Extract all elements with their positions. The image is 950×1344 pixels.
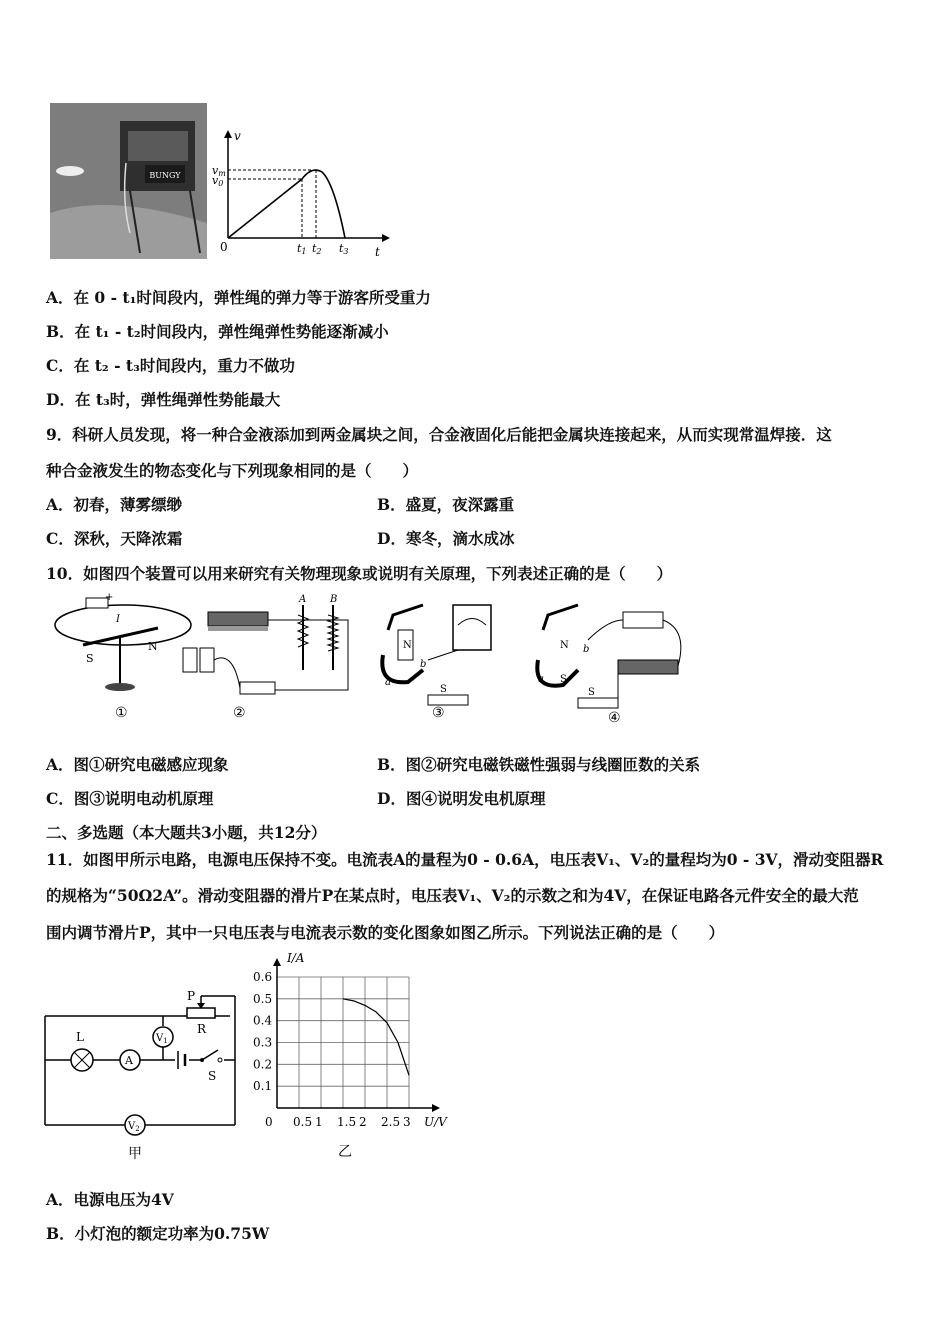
svg-text:b: b — [420, 659, 427, 670]
bungee-photo — [50, 103, 207, 259]
chart-axes — [273, 958, 440, 1112]
q10-option-c[interactable]: C．图③说明电动机原理 — [46, 789, 214, 808]
svg-text:B: B — [330, 594, 338, 605]
svg-text:V1: $V_1$ — [156, 1033, 168, 1045]
svg-text:R: R — [197, 1022, 207, 1036]
q11-option-a[interactable]: A．电源电压为4V — [46, 1190, 174, 1209]
chart-caption: 乙 — [338, 1144, 352, 1160]
svg-text:a: a — [538, 674, 544, 685]
svg-text:v0: v0 — [212, 174, 224, 188]
svg-text:S: S — [560, 674, 567, 685]
q8-option-a[interactable]: A．在 0 - t₁时间段内，弹性绳的弹力等于游客所受重力 — [46, 288, 431, 307]
q9-option-a[interactable]: A．初春，薄雾缥缈 — [46, 495, 183, 514]
chart-grid — [277, 977, 409, 1108]
q9-option-b[interactable]: B．盛夏，夜深露重 — [377, 495, 515, 514]
figure-3-generator — [382, 605, 491, 721]
y-tick-label: 0.4 — [253, 1013, 273, 1028]
svg-text:③: ③ — [432, 705, 445, 721]
svg-text:④: ④ — [608, 710, 621, 726]
x-tick-label: 1 — [315, 1115, 323, 1129]
svg-text:①: ① — [115, 705, 128, 721]
q11-option-b[interactable]: B．小灯泡的额定功率为0.75W — [46, 1224, 270, 1243]
svg-text:t2: t2 — [312, 242, 322, 256]
q11-stem-line2: 的规格为“50Ω2A”。滑动变阻器的滑片P在某点时，电压表V₁、V₂的示数之和为4V，在保证电路各元件安全的最大范 — [46, 886, 859, 905]
x-tick-label: 2 — [359, 1115, 367, 1129]
y-axis-label: I/A — [287, 951, 305, 965]
svg-text:t3: t3 — [339, 242, 349, 256]
svg-text:A: A — [125, 1054, 133, 1067]
figure-1-oersted — [55, 592, 191, 721]
svg-text:N: N — [560, 640, 569, 651]
q10-option-a[interactable]: A．图①研究电磁感应现象 — [46, 755, 229, 774]
figure-2-electromagnet — [183, 594, 348, 721]
q11-stem-line3: 围内调节滑片P，其中一只电压表与电流表示数的变化图象如图乙所示。下列说法正确的是（ ） — [46, 923, 725, 942]
svg-text:a: a — [385, 677, 391, 688]
svg-text:S: S — [440, 684, 447, 695]
figure-4-motor — [537, 605, 681, 726]
svg-text:V2: $V_2$ — [128, 1121, 140, 1133]
section-heading: 二、多选题（本大题共3小题，共12分） — [46, 823, 327, 842]
x-tick-label: 1.5 — [337, 1115, 357, 1129]
y-tick-label: 0.3 — [253, 1035, 273, 1050]
svg-text:v: v — [234, 129, 241, 143]
svg-text:t1: t1 — [297, 242, 307, 256]
svg-text:②: ② — [233, 705, 246, 721]
svg-text:P: P — [187, 989, 196, 1003]
iv-chart — [250, 950, 460, 1165]
x-tick-label: 0.5 — [293, 1115, 313, 1129]
circuit-diagram — [40, 988, 250, 1168]
q10-stem: 10．如图四个装置可以用来研究有关物理现象或说明有关原理，下列表述正确的是（ ） — [46, 564, 673, 583]
y-axis-arrow — [273, 958, 281, 966]
q9-stem-line1: 9．科研人员发现，将一种合金液添加到两金属块之间，合金液固化后能把金属块连接起来，从而实现常温焊接．这 — [46, 425, 832, 444]
svg-text:L: L — [76, 1030, 84, 1044]
svg-text:N: N — [403, 640, 412, 651]
svg-text:t: t — [375, 245, 380, 258]
svg-text:vm: vm — [212, 164, 226, 178]
svg-text:S: S — [588, 687, 595, 698]
origin-label: 0 — [265, 1115, 273, 1129]
y-tick-label: 0.5 — [253, 991, 273, 1006]
svg-text:A: A — [299, 594, 307, 605]
x-axis-arrow — [432, 1104, 440, 1112]
svg-text:I: I — [116, 614, 120, 625]
q8-option-d[interactable]: D．在 t₃时，弹性绳弹性势能最大 — [46, 390, 281, 409]
q8-option-c[interactable]: C．在 t₂ - t₃时间段内，重力不做功 — [46, 356, 295, 375]
x-tick-label: 2.5 — [381, 1115, 401, 1129]
q9-option-d[interactable]: D．寒冬，滴水成冰 — [377, 529, 515, 548]
q10-option-d[interactable]: D．图④说明发电机原理 — [377, 789, 546, 808]
q8-option-b[interactable]: B．在 t₁ - t₂时间段内，弹性绳弹性势能逐渐减小 — [46, 322, 389, 341]
y-tick-label: 0.1 — [253, 1079, 273, 1094]
q10-figures — [48, 590, 708, 730]
svg-text:S: S — [208, 1069, 217, 1083]
x-tick-label: 3 — [403, 1115, 411, 1129]
svg-text:S: S — [86, 652, 94, 665]
svg-text:甲: 甲 — [128, 1146, 142, 1162]
q9-option-c[interactable]: C．深秋，天降浓霜 — [46, 529, 183, 548]
svg-text:b: b — [583, 644, 590, 655]
velocity-time-graph — [212, 128, 392, 258]
q11-stem-line1: 11．如图甲所示电路，电源电压保持不变。电流表A的量程为0 - 0.6A，电压表V₁、V₂的量程均为0 - 3V，滑动变阻器R — [46, 850, 884, 869]
y-tick-label: 0.6 — [253, 970, 273, 984]
svg-text:0: 0 — [220, 240, 228, 254]
q10-option-b[interactable]: B．图②研究电磁铁磁性强弱与线圈匝数的关系 — [377, 755, 701, 774]
bungy-sign: BUNGY — [149, 171, 181, 180]
svg-text:+: + — [105, 592, 114, 603]
svg-text:N: N — [148, 640, 158, 653]
q9-stem-line2: 种合金液发生的物态变化与下列现象相同的是（ ） — [46, 461, 419, 480]
series-curve — [343, 999, 409, 1076]
x-axis-label: U/V — [424, 1115, 447, 1129]
y-tick-label: 0.2 — [253, 1057, 273, 1072]
